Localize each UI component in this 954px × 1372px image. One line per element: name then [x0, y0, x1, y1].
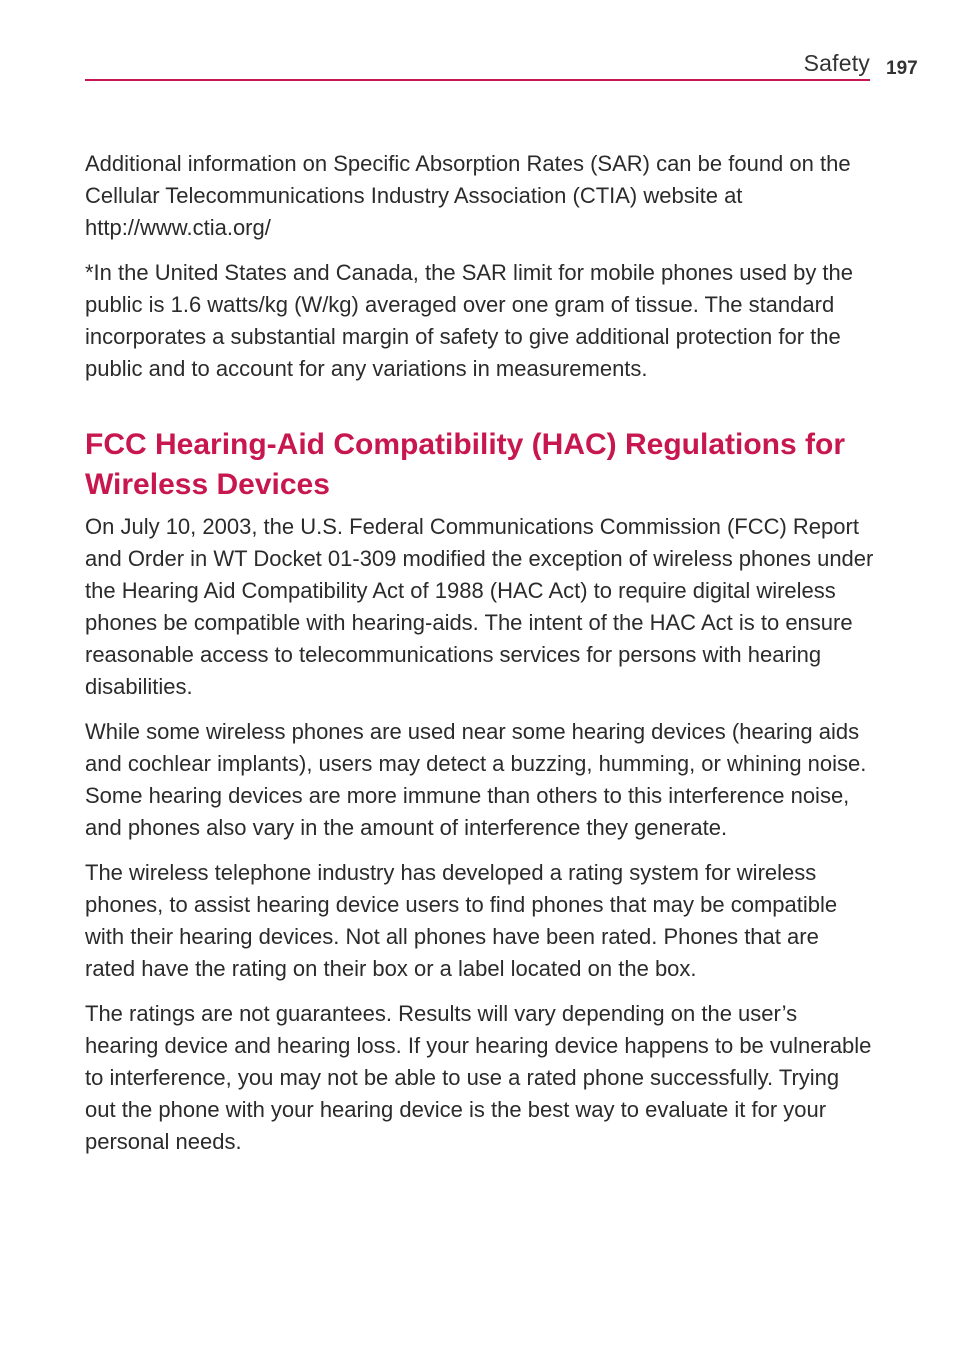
header-section-title: Safety — [803, 50, 870, 76]
section-heading: FCC Hearing-Aid Compatibility (HAC) Regulations for Wireless Devices — [85, 428, 845, 501]
hac-paragraph-3: The wireless telephone industry has developed a rating system for wireless phones, to assist hearing device users to find phones that may be compatible with their hearing devices. Not all phones have been rated. Phones that are rated have the rating on their box or a label located on the box. — [85, 860, 838, 981]
header-divider — [85, 79, 870, 81]
sar-info-paragraph: Additional information on Specific Absorption Rates (SAR) can be found on the Cellular Telecommunications Industry Association (CTIA) website at http://www.ctia.org/ — [85, 151, 851, 240]
hac-paragraph-4: The ratings are not guarantees. Results will vary depending on the user’s hearing device and hearing loss. If your hearing device happens to be vulnerable to interference, you may not be able to use a rated phone successfully. Trying out the phone with your hearing device is the best way to evaluate it for your personal needs. — [85, 1001, 872, 1154]
sar-limit-paragraph: *In the United States and Canada, the SAR limit for mobile phones used by the public is 1.6 watts/kg (W/kg) averaged over one gram of tissue. The standard incorporates a substantial margin of safety to give additional protection for the public and to account for any variations in measurements. — [85, 260, 854, 381]
hac-paragraph-1: On July 10, 2003, the U.S. Federal Communications Commission (FCC) Report and Order in WT Docket 01-309 modified the exception of wireless phones under the Hearing Aid Compatibility Act of 1988 (HAC Act) to require digital wireless phones be compatible with hearing-aids. The intent of the HAC Act is to ensure reasonable access to telecommunications services for persons with hearing disabilities. — [85, 514, 874, 699]
page-header — [85, 48, 870, 82]
hac-paragraph-2: While some wireless phones are used near some hearing devices (hearing aids and cochlear implants), users may detect a buzzing, humming, or whining noise. Some hearing devices are more immune than others to this interference noise, and phones also vary in the amount of interference they generate. — [85, 719, 867, 840]
page-number: 197 — [886, 58, 918, 79]
page-content — [85, 148, 875, 1158]
